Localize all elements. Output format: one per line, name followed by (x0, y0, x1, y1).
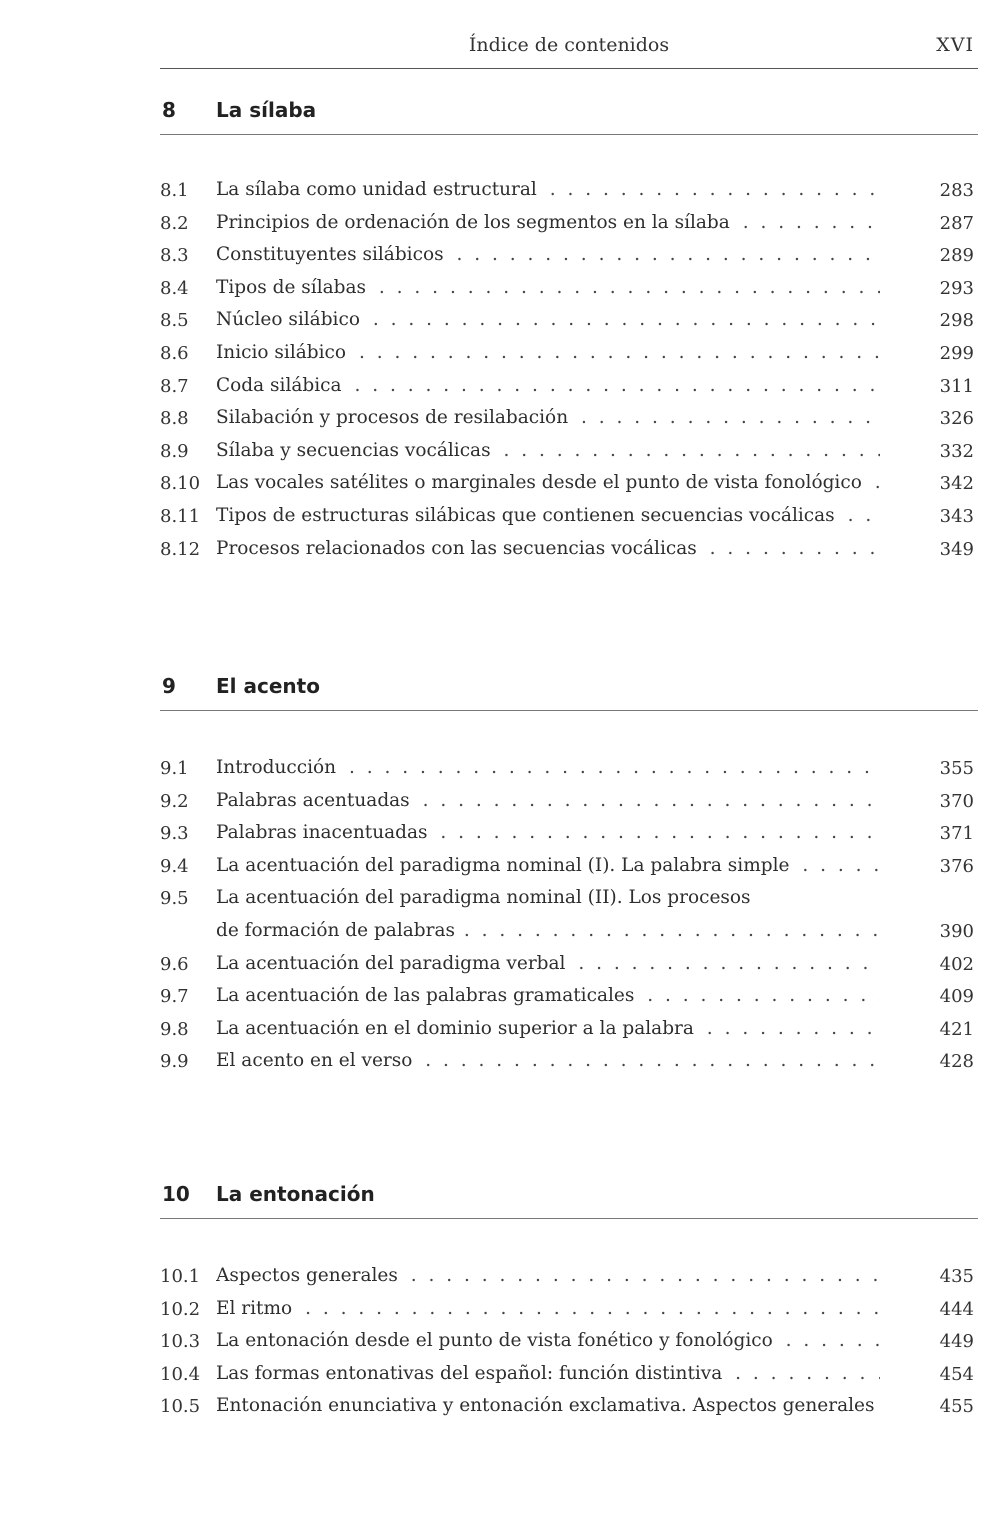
section-title (216, 272, 880, 305)
section-number: 9.7 (160, 986, 189, 1008)
section-number: 9.2 (160, 790, 189, 812)
toc-entry (160, 888, 978, 953)
page-number: 409 (939, 986, 974, 1008)
section-title-text: El ritmo (216, 1298, 296, 1319)
chapter-heading-10 (160, 1182, 978, 1219)
section-title-text: Sílaba y secuencias vocálicas (216, 440, 495, 461)
section-title (216, 1358, 880, 1391)
section-title (216, 1293, 880, 1326)
section-title-text: Principios de ordenación de los segmentos en la sílaba (216, 212, 734, 233)
chapter-title: El acento (216, 674, 320, 698)
section-number: 10.1 (160, 1266, 201, 1287)
section-title-text: Palabras inacentuadas (216, 822, 432, 843)
section-number: 9.5 (160, 888, 189, 910)
running-title: Índice de contenidos (468, 34, 670, 56)
section-title-text: Silabación y procesos de resilabación (216, 407, 572, 428)
section-number: 8.6 (160, 342, 189, 364)
page-number: 435 (939, 1266, 974, 1287)
chapter-number: 8 (162, 98, 176, 122)
toc-entry (160, 1051, 978, 1084)
section-title (216, 882, 880, 947)
section-title (216, 1045, 880, 1078)
section-title (216, 500, 880, 533)
section-title-text: Entonación enunciativa y entonación exclamativa. Aspectos generales (216, 1395, 878, 1416)
section-number: 10.2 (160, 1298, 201, 1320)
page-number: 283 (939, 180, 974, 201)
section-number: 8.10 (160, 473, 201, 495)
section-number: 9.8 (160, 1018, 189, 1040)
section-title-text: La acentuación en el dominio superior a la palabra (216, 1018, 698, 1039)
page-number: 289 (939, 245, 974, 267)
section-title-text: La acentuación de las palabras gramaticales (216, 985, 638, 1006)
page-number: 293 (939, 277, 974, 299)
section-number: 10.5 (160, 1396, 201, 1418)
section-title (216, 785, 880, 818)
page-number: 332 (939, 440, 974, 462)
toc-list-chapter-8 (160, 180, 978, 571)
page-number: 311 (939, 375, 974, 397)
section-title (216, 533, 880, 566)
section-number: 8.8 (160, 408, 189, 430)
page-number: 342 (939, 473, 974, 495)
section-title-text: La acentuación del paradigma nominal (II). Los procesos (216, 887, 755, 908)
page-number: 371 (939, 823, 974, 845)
page-number: 343 (939, 505, 974, 527)
section-title-text: Constituyentes silábicos (216, 244, 448, 265)
section-number: 9.4 (160, 855, 189, 877)
section-title (216, 850, 880, 883)
section-title-text: La sílaba como unidad estructural (216, 179, 541, 200)
section-number: 8.9 (160, 440, 189, 462)
section-number: 10.3 (160, 1331, 201, 1353)
chapter-title: La entonación (216, 1182, 375, 1206)
section-number: 8.1 (160, 180, 189, 201)
section-title (216, 1013, 880, 1046)
section-number: 10.4 (160, 1363, 201, 1385)
section-number: 9.6 (160, 953, 189, 975)
chapter-heading-9 (160, 674, 978, 711)
page-header (160, 34, 978, 69)
section-title-text: La acentuación del paradigma verbal (216, 953, 569, 974)
section-title (216, 370, 880, 403)
section-title-text: Núcleo silábico (216, 309, 364, 330)
section-title-text: Aspectos generales (216, 1265, 402, 1286)
section-number: 8.11 (160, 505, 201, 527)
page-folio: XVI (936, 34, 974, 56)
section-title (216, 980, 880, 1013)
section-title-text: Las formas entonativas del español: función distintiva (216, 1363, 726, 1384)
page-number: 390 (939, 920, 974, 942)
section-title (216, 948, 880, 981)
page-number: 299 (939, 342, 974, 364)
chapter-heading-8 (160, 98, 978, 135)
section-title-text: Las vocales satélites o marginales desde el punto de vista fonológico (216, 472, 866, 493)
chapter-title: La sílaba (216, 98, 317, 122)
section-title (216, 1260, 880, 1293)
page-number: 449 (939, 1331, 974, 1353)
section-title-text: Introducción (216, 757, 340, 778)
section-number: 8.3 (160, 245, 189, 267)
chapter-number: 10 (162, 1182, 190, 1206)
page-number: 355 (939, 758, 974, 779)
chapter-number: 9 (162, 674, 176, 698)
section-title-text: La entonación desde el punto de vista fonético y fonológico (216, 1330, 777, 1351)
section-title (216, 174, 880, 207)
section-title (216, 402, 880, 435)
section-number: 8.4 (160, 277, 189, 299)
section-title-text: Inicio silábico (216, 342, 350, 363)
page-number: 298 (939, 310, 974, 332)
section-title-text: Coda silábica (216, 375, 346, 396)
page-number: 287 (939, 212, 974, 234)
section-number: 8.7 (160, 375, 189, 397)
section-title-text: La acentuación del paradigma nominal (I). La palabra simple (216, 855, 793, 876)
page-number: 444 (939, 1298, 974, 1320)
section-title-text: Tipos de sílabas (216, 277, 370, 298)
page-number: 349 (939, 538, 974, 560)
section-number: 8.5 (160, 310, 189, 332)
section-title (216, 817, 880, 850)
toc-list-chapter-9 (160, 758, 978, 1084)
toc-entry (160, 1396, 978, 1429)
section-number: 9.1 (160, 758, 189, 779)
section-title (216, 435, 880, 468)
page-number: 421 (939, 1018, 974, 1040)
toc-list-chapter-10 (160, 1266, 978, 1429)
page-number: 402 (939, 953, 974, 975)
page-number: 428 (939, 1051, 974, 1073)
section-title (216, 752, 880, 785)
section-title (216, 1325, 880, 1358)
page-number: 454 (939, 1363, 974, 1385)
section-title-text: Palabras acentuadas (216, 790, 414, 811)
section-number: 8.2 (160, 212, 189, 234)
section-title (216, 207, 880, 240)
page-number: 376 (939, 855, 974, 877)
page-number: 370 (939, 790, 974, 812)
section-number: 8.12 (160, 538, 201, 560)
section-number: 9.3 (160, 823, 189, 845)
section-title-text: Tipos de estructuras silábicas que contienen secuencias vocálicas (216, 505, 839, 526)
page-number: 326 (939, 408, 974, 430)
section-title (216, 337, 880, 370)
toc-entry (160, 539, 978, 572)
section-title-text: Procesos relacionados con las secuencias vocálicas (216, 538, 701, 559)
section-title-text: El acento en el verso (216, 1050, 416, 1071)
section-title-continuation: de formación de palabras . . . (216, 920, 880, 941)
page-number: 455 (939, 1396, 974, 1418)
section-number: 9.9 (160, 1051, 189, 1073)
section-title (216, 467, 880, 500)
section-title (216, 304, 880, 337)
section-title (216, 1390, 880, 1423)
section-title (216, 239, 880, 272)
